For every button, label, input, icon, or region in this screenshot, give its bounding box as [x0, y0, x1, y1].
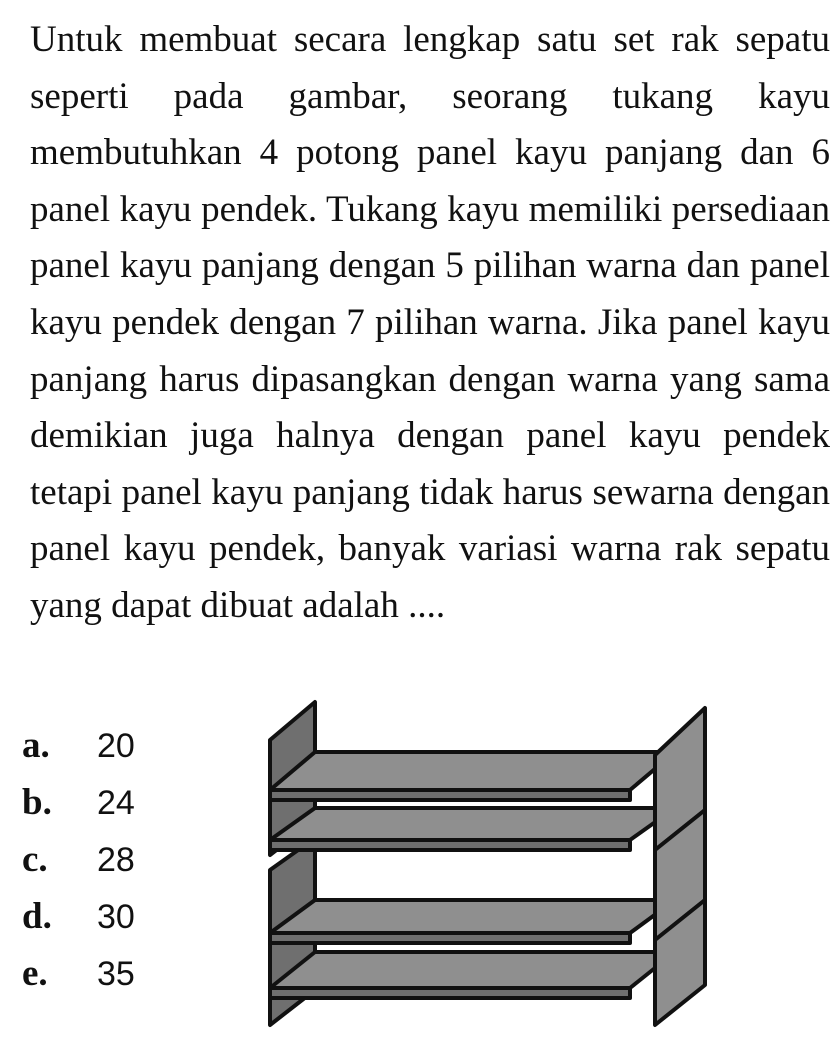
shelf-edge-4 [270, 988, 630, 998]
option-b[interactable] [22, 781, 135, 838]
option-value: 20 [97, 727, 135, 765]
option-value: 28 [97, 841, 135, 879]
question-text: Untuk membuat secara lengkap satu set rak sepatu seperti pada gambar, seorang tukang kayu membutuhkan 4 potong panel kayu panjang dan 6 panel kayu pendek. Tukang kayu memiliki persediaan panel kayu panjang dengan 5 pilihan warna dan panel kayu pendek dengan 7 pilihan warna. Jika panel kayu panjang harus dipasangkan dengan warna yang sama demikian juga halnya dengan panel kayu pendek tetapi panel kayu panjang tidak harus sewarna dengan panel kayu pendek, banyak variasi warna rak sepatu yang dapat dibuat adalah .... [30, 19, 830, 626]
option-value: 24 [97, 784, 135, 822]
option-a[interactable] [22, 724, 135, 781]
option-letter: d. [22, 896, 52, 937]
option-value: 35 [97, 955, 135, 993]
option-letter: c. [22, 839, 48, 880]
option-d[interactable] [22, 895, 135, 952]
option-e[interactable] [22, 952, 135, 1009]
shelf-edge-2 [270, 840, 630, 850]
option-letter: a. [22, 725, 50, 766]
option-c[interactable] [22, 838, 135, 895]
option-letter: b. [22, 782, 52, 823]
option-value: 30 [97, 898, 135, 936]
shelf-panel-2 [270, 808, 675, 840]
shelf-edge-3 [270, 933, 630, 943]
shelf-panel-1 [270, 752, 675, 790]
shelf-panel-3 [270, 900, 675, 933]
option-letter: e. [22, 953, 48, 994]
shoe-rack-figure [255, 690, 725, 1035]
shelf-edge-1 [270, 790, 630, 800]
shelf-panel-4 [270, 952, 675, 988]
answer-options [22, 724, 135, 1009]
